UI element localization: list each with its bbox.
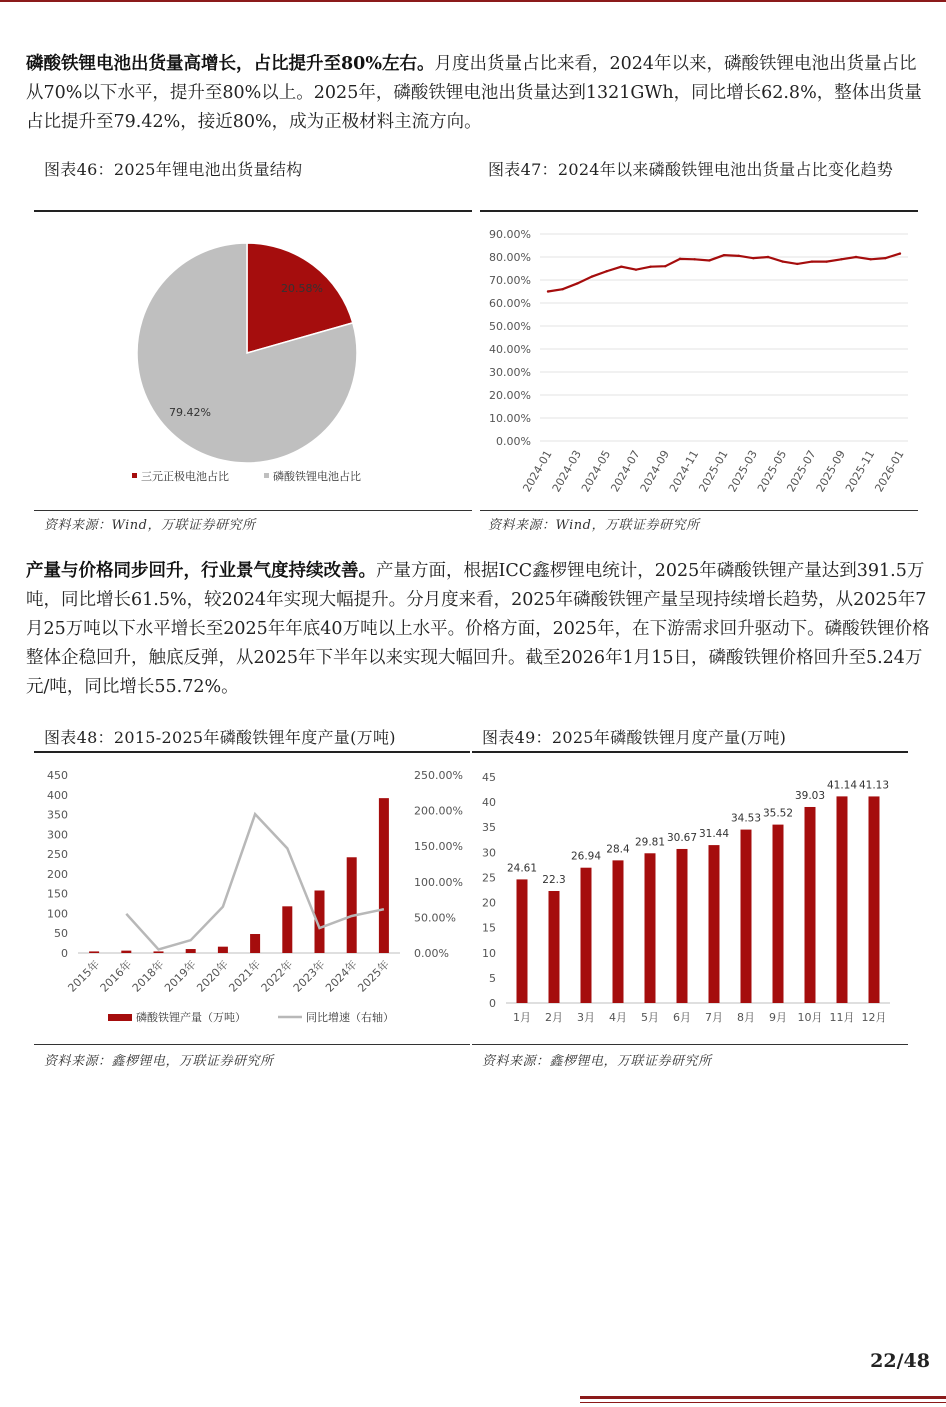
figure-46-source: 资料来源：Wind，万联证券研究所: [44, 518, 256, 533]
figure-48-combo-chart: [34, 755, 470, 1043]
bottom-border-line-thin: [580, 1402, 946, 1403]
y-left-tick-label: 50: [54, 927, 68, 941]
y-tick-label: 90.00%: [489, 228, 531, 241]
y-tick-label: 0: [489, 997, 496, 1010]
line-point: [591, 275, 593, 277]
y-tick-label: 50.00%: [489, 320, 531, 333]
x-tick-label: 2024-05: [579, 448, 614, 495]
paragraph-production-price: [26, 557, 932, 702]
y-tick-label: 40.00%: [489, 343, 531, 356]
x-tick-label: 11月: [829, 1011, 855, 1024]
y-left-tick-label: 0: [61, 947, 68, 960]
pie-label-lfp: 79.42%: [169, 406, 211, 419]
paragraph-body: 产量方面，根据ICC鑫椤锂电统计，2025年磷酸铁锂产量达到391.5万吨，同比增长61.5%，较2024年实现大幅提升。分月度来看，2025年磷酸铁锂产量呈现持续增长趋势，从2025年7月25万吨以下水平增长至2025年年底40万吨以上水平。价格方面，2025年，在下游需求回升驱动下。磷酸铁锂价格整体企稳回升，触底反弹，从2025年下半年以来实现大幅回升。截至2026年1月15日，磷酸铁锂价格回升至5.24万元/吨，同比增长55.72%。: [26, 561, 930, 697]
figure-47-title: 图表47：2024年以来磷酸铁锂电池出货量占比变化趋势: [488, 160, 894, 179]
bar: [773, 825, 784, 1003]
y-tick-label: 30: [482, 846, 496, 860]
y-right-tick-label: 100.00%: [414, 875, 463, 889]
y-tick-label: 45: [482, 771, 496, 784]
bar: [741, 830, 752, 1003]
bar-value-label: 39.03: [794, 789, 826, 802]
x-tick-label: 2026-01: [872, 448, 907, 495]
line-point: [664, 265, 666, 267]
x-tick-label: 4月: [609, 1011, 627, 1024]
y-tick-label: 30.00%: [489, 366, 531, 379]
y-tick-label: 20: [482, 896, 496, 910]
paragraph-body: 月度出货量占比来看，2024年以来，磷酸铁锂电池出货量占比从70%以下水平，提升至80%以上。2025年，磷酸铁锂电池出货量达到1321GWh，同比增长62.8%，整体出货量占比提升至79.42%，接近80%，成为正极材料主流方向。: [26, 54, 922, 132]
x-tick-label: 7月: [705, 1011, 723, 1024]
bar-value-label: 35.52: [762, 807, 794, 820]
x-tick-label: 2月: [545, 1011, 563, 1024]
bar-value-label: 31.44: [698, 828, 730, 841]
bar-value-label: 24.61: [506, 862, 538, 875]
y-left-tick-label: 400: [47, 788, 68, 802]
bar: [613, 860, 624, 1003]
y-left-tick-label: 300: [47, 828, 68, 842]
figure-47-bottom-rule: [480, 510, 918, 511]
line-point: [855, 256, 857, 258]
figure-48-top-rule: [34, 751, 470, 753]
y-right-tick-label: 150.00%: [414, 840, 463, 854]
x-tick-label: 10月: [797, 1011, 823, 1024]
x-tick-label: 5月: [641, 1011, 659, 1024]
figure-49-bar-chart: [472, 755, 908, 1043]
line-point: [693, 258, 695, 260]
x-tick-label: 2024年: [323, 957, 360, 995]
x-tick-label: 2025-01: [696, 448, 731, 495]
x-tick-label: 2015年: [65, 957, 103, 995]
figure-48-title: 图表48：2015-2025年磷酸铁锂年度产量(万吨): [44, 728, 396, 747]
paragraph-lead: 产量与价格同步回升，行业景气度持续改善。: [26, 561, 376, 581]
legend-label-lfp: 磷酸铁锂电池占比: [273, 470, 361, 483]
x-tick-label: 2021年: [226, 957, 264, 995]
line-point: [679, 258, 681, 260]
line-point: [737, 255, 739, 257]
bar: [677, 849, 688, 1003]
figure-47-source: 资料来源：Wind，万联证券研究所: [488, 518, 700, 533]
yoy-growth-line: [126, 814, 384, 949]
bar: [869, 796, 880, 1003]
y-right-tick-label: 0.00%: [414, 947, 449, 960]
y-tick-label: 0.00%: [496, 435, 531, 448]
figure-47-top-rule: [480, 210, 918, 212]
figure-49-top-rule: [472, 751, 908, 753]
y-right-tick-label: 200.00%: [414, 804, 463, 818]
y-tick-label: 40: [482, 796, 496, 810]
x-tick-label: 2024-09: [637, 448, 672, 495]
bar: [517, 879, 528, 1003]
y-tick-label: 10: [482, 946, 496, 960]
y-tick-label: 70.00%: [489, 274, 531, 287]
figure-46-top-rule: [34, 210, 472, 212]
y-tick-label: 10.00%: [489, 412, 531, 425]
y-tick-label: 35: [482, 821, 496, 835]
bar: [250, 934, 260, 953]
x-tick-label: 2024-07: [608, 448, 643, 495]
line-point: [811, 260, 813, 262]
legend-swatch-ternary: [132, 473, 137, 478]
x-tick-label: 2024-01: [520, 448, 555, 495]
x-tick-label: 1月: [513, 1011, 531, 1024]
y-tick-label: 25: [482, 871, 496, 885]
x-tick-label: 2025-03: [725, 448, 760, 495]
line-point: [576, 282, 578, 284]
x-tick-label: 2020年: [194, 957, 232, 995]
x-tick-label: 2025年: [355, 957, 393, 995]
line-point: [547, 290, 549, 292]
lfp-share-line: [548, 254, 900, 292]
y-left-tick-label: 250: [47, 848, 68, 862]
x-tick-label: 2016年: [97, 957, 135, 995]
bar: [581, 868, 592, 1003]
bar-value-label: 30.67: [666, 831, 698, 844]
bar: [645, 853, 656, 1003]
bar: [186, 949, 196, 953]
legend-label-growth: 同比增速（右轴）: [306, 1011, 394, 1024]
figure-48-source: 资料来源：鑫椤锂电，万联证券研究所: [44, 1054, 274, 1069]
line-point: [884, 257, 886, 259]
x-tick-label: 2025-07: [784, 448, 819, 495]
bar-value-label: 28.4: [606, 843, 630, 856]
figure-46-title: 图表46：2025年锂电池出货量结构: [44, 160, 303, 179]
line-point: [649, 265, 651, 267]
line-point: [723, 254, 725, 256]
bar-value-label: 34.53: [730, 812, 762, 825]
line-point: [869, 258, 871, 260]
bar: [121, 951, 131, 953]
figure-49-bottom-rule: [472, 1044, 908, 1045]
paragraph-lead: 磷酸铁锂电池出货量高增长，占比提升至80%左右。: [26, 54, 435, 74]
page-number: 22/48: [870, 1350, 930, 1372]
y-left-tick-label: 150: [47, 887, 68, 901]
figure-47-line-chart: [480, 214, 918, 510]
top-border-line: [0, 0, 946, 2]
bar-value-label: 29.81: [634, 836, 666, 849]
bar: [89, 951, 99, 953]
line-point: [708, 259, 710, 261]
bar: [805, 807, 816, 1003]
bar: [379, 798, 389, 953]
legend-swatch-production: [108, 1014, 132, 1021]
bar: [347, 857, 357, 953]
line-point: [561, 288, 563, 290]
y-left-tick-label: 100: [47, 907, 68, 921]
line-point: [796, 263, 798, 265]
line-point: [605, 270, 607, 272]
figure-46-pie-chart: [34, 214, 472, 510]
x-tick-label: 2025-09: [813, 448, 848, 495]
bottom-border-line: [580, 1396, 946, 1399]
bar: [549, 891, 560, 1003]
x-tick-label: 2019年: [162, 957, 199, 995]
line-point: [767, 256, 769, 258]
bar: [709, 845, 720, 1003]
y-left-tick-label: 350: [47, 808, 68, 822]
x-tick-label: 6月: [673, 1011, 691, 1024]
legend-label-ternary: 三元正极电池占比: [141, 470, 229, 483]
figure-49-source: 资料来源：鑫椤锂电，万联证券研究所: [482, 1054, 712, 1069]
legend-label-production: 磷酸铁锂产量（万吨）: [136, 1011, 246, 1024]
x-tick-label: 12月: [861, 1011, 887, 1024]
bar-value-label: 26.94: [570, 850, 602, 863]
bar-value-label: 41.14: [826, 779, 858, 792]
figure-48-bottom-rule: [34, 1044, 470, 1045]
y-right-tick-label: 50.00%: [414, 911, 456, 925]
legend-swatch-lfp: [264, 473, 269, 478]
x-tick-label: 2025-05: [755, 448, 790, 495]
x-tick-label: 2024-11: [667, 448, 702, 495]
y-left-tick-label: 200: [47, 867, 68, 881]
x-tick-label: 9月: [769, 1011, 787, 1024]
line-point: [620, 265, 622, 267]
x-tick-label: 3月: [577, 1011, 595, 1024]
x-tick-label: 2025-11: [843, 448, 878, 495]
bar: [218, 947, 228, 953]
bar-value-label: 22.3: [542, 874, 566, 887]
y-right-tick-label: 250.00%: [414, 769, 463, 782]
y-tick-label: 60.00%: [489, 297, 531, 310]
bar: [837, 796, 848, 1003]
y-tick-label: 15: [482, 921, 496, 935]
line-point: [781, 260, 783, 262]
figure-46-bottom-rule: [34, 510, 472, 511]
figure-49-title: 图表49：2025年磷酸铁锂月度产量(万吨): [482, 728, 787, 747]
bar: [154, 951, 164, 953]
x-tick-label: 2023年: [290, 957, 328, 995]
pie-label-ternary: 20.58%: [281, 282, 323, 295]
y-tick-label: 80.00%: [489, 251, 531, 264]
line-point: [840, 258, 842, 260]
line-point: [825, 260, 827, 262]
line-point: [899, 252, 901, 254]
line-point: [752, 257, 754, 259]
x-tick-label: 2022年: [258, 957, 296, 995]
x-tick-label: 8月: [737, 1011, 755, 1024]
line-point: [635, 268, 637, 270]
bar-value-label: 41.13: [858, 779, 890, 792]
x-tick-label: 2024-03: [549, 448, 584, 495]
y-tick-label: 20.00%: [489, 389, 531, 402]
x-tick-label: 2018年: [129, 957, 167, 995]
paragraph-lfp-shipment: [26, 50, 932, 137]
y-tick-label: 5: [489, 971, 496, 985]
y-left-tick-label: 450: [47, 769, 68, 782]
bar: [282, 906, 292, 953]
